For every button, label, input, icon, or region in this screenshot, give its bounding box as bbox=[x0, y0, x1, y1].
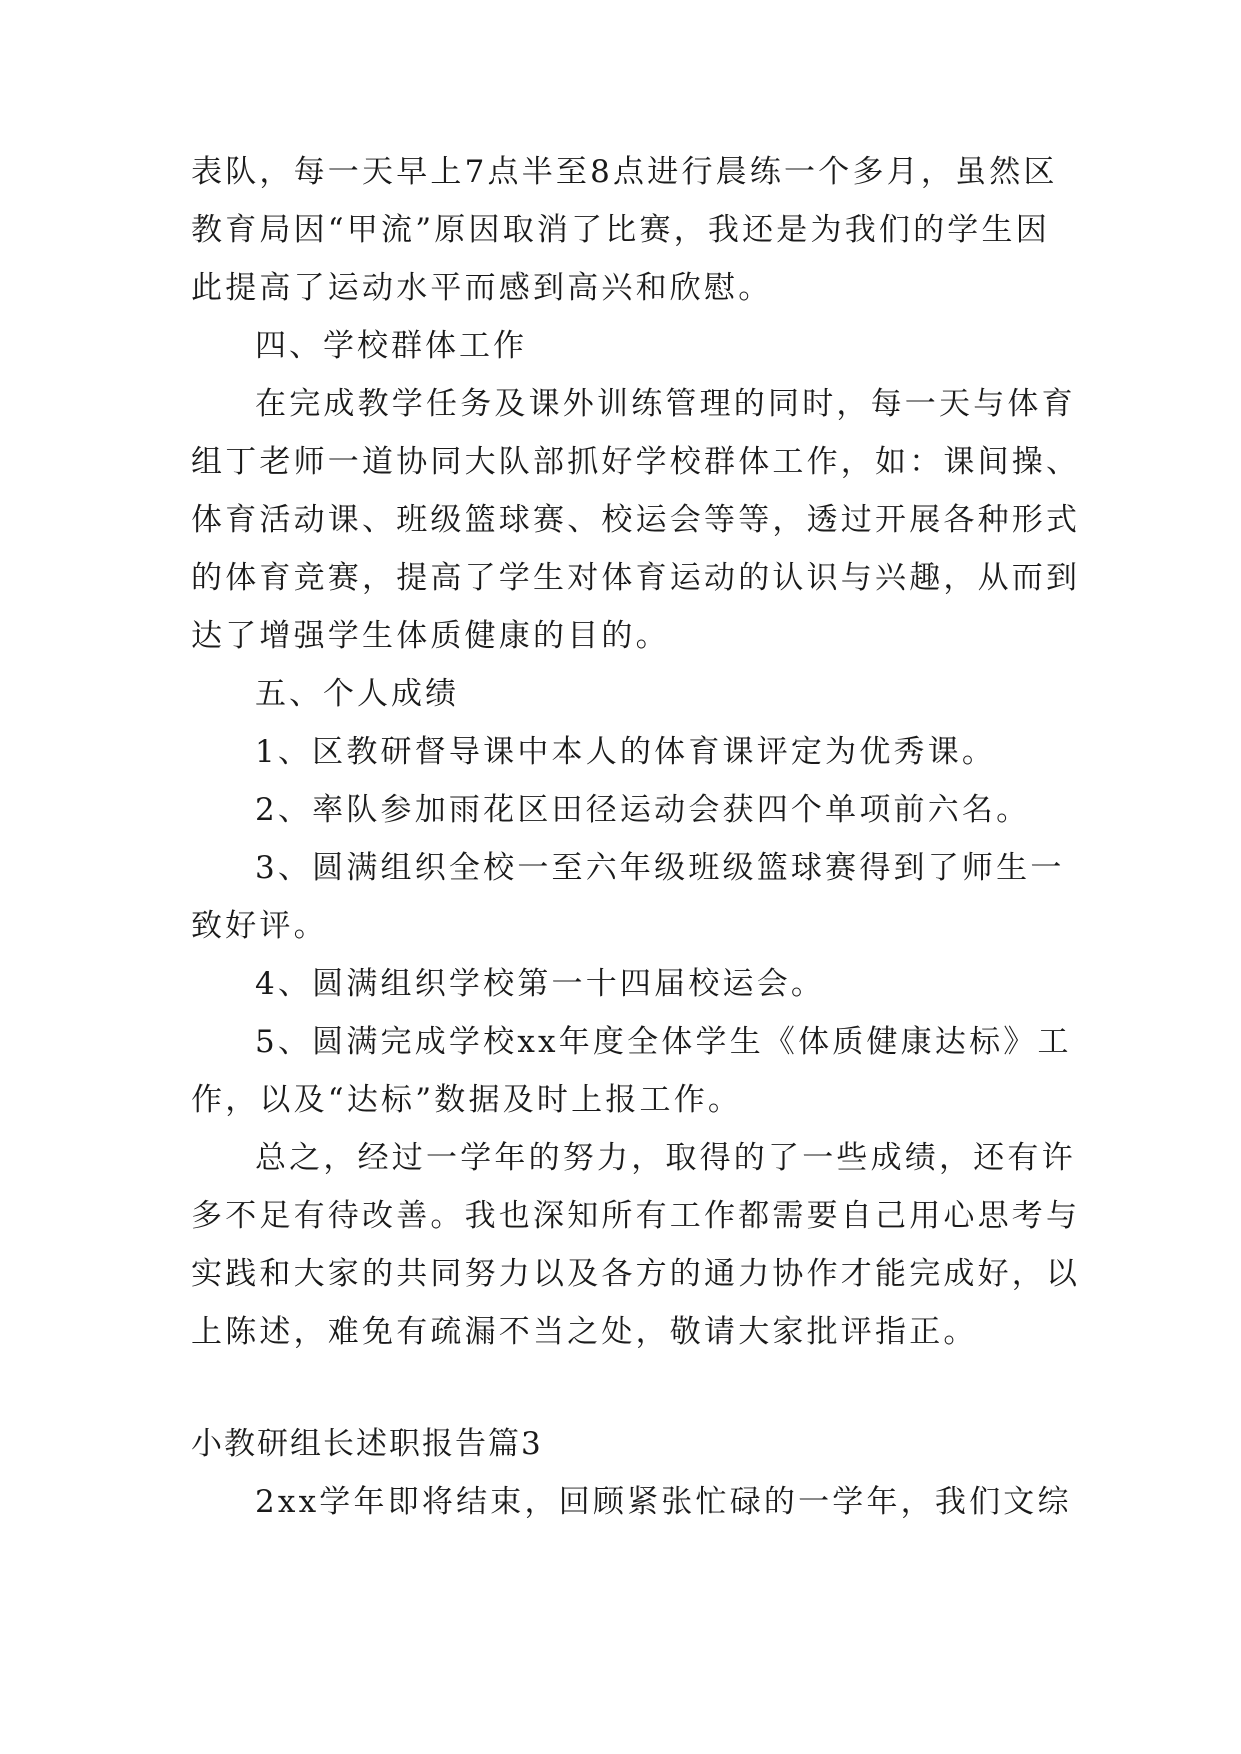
list-item-continuation: 致好评。 bbox=[191, 908, 328, 944]
paragraph-line: 体育活动课、班级篮球赛、校运会等等，透过开展各种形式 bbox=[191, 502, 1081, 538]
paragraph-line: 多不足有待改善。我也深知所有工作都需要自己用心思考与 bbox=[191, 1198, 1081, 1234]
paragraph-line: 2xx学年即将结束，回顾紧张忙碌的一学年，我们文综 bbox=[255, 1484, 1072, 1520]
section-heading: 五、个人成绩 bbox=[255, 676, 459, 712]
list-item: 2、率队参加雨花区田径运动会获四个单项前六名。 bbox=[255, 792, 1031, 828]
paragraph-line: 实践和大家的共同努力以及各方的通力协作才能完成好，以 bbox=[191, 1256, 1081, 1292]
list-item-continuation: 作，以及“达标”数据及时上报工作。 bbox=[191, 1082, 743, 1118]
paragraph-line: 的体育竞赛，提高了学生对体育运动的认识与兴趣，从而到 bbox=[191, 560, 1081, 596]
paragraph-line: 在完成教学任务及课外训练管理的同时，每一天与体育 bbox=[255, 386, 1076, 422]
section-heading: 四、学校群体工作 bbox=[255, 328, 527, 364]
paragraph-line: 总之，经过一学年的努力，取得的了一些成绩，还有许 bbox=[255, 1140, 1076, 1176]
paragraph-line: 达了增强学生体质健康的目的。 bbox=[191, 618, 670, 654]
paragraph-line: 此提高了运动水平而感到高兴和欣慰。 bbox=[191, 270, 773, 306]
list-item: 5、圆满完成学校xx年度全体学生《体质健康达标》工 bbox=[255, 1024, 1072, 1060]
list-item: 1、区教研督导课中本人的体育课评定为优秀课。 bbox=[255, 734, 997, 770]
article-title: 小教研组长述职报告篇3 bbox=[191, 1426, 543, 1462]
paragraph-line: 上陈述，难免有疏漏不当之处，敬请大家批评指正。 bbox=[191, 1314, 978, 1350]
paragraph-line: 教育局因“甲流”原因取消了比赛，我还是为我们的学生因 bbox=[191, 212, 1050, 248]
paragraph-line: 组丁老师一道协同大队部抓好学校群体工作，如：课间操、 bbox=[191, 444, 1081, 480]
list-item: 4、圆满组织学校第一十四届校运会。 bbox=[255, 966, 826, 1002]
paragraph-line: 表队，每一天早上7点半至8点进行晨练一个多月，虽然区 bbox=[191, 154, 1058, 190]
list-item: 3、圆满组织全校一至六年级班级篮球赛得到了师生一 bbox=[255, 850, 1065, 886]
